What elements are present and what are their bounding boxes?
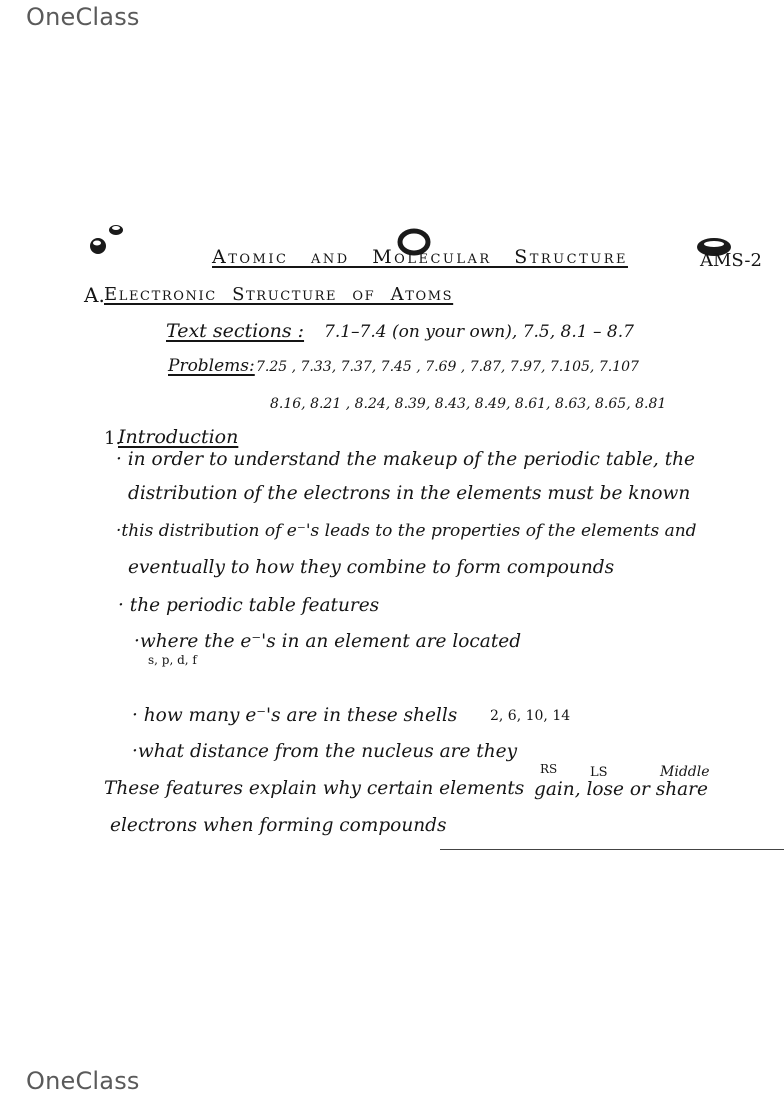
intro-prefix: 1. — [104, 428, 122, 449]
orbital-list: s, p, d, f — [148, 653, 197, 667]
problems-line-2: 8.16, 8.21 , 8.24, 8.39, 8.43, 8.49, 8.61, 8.63, 8.65, 8.81 — [270, 396, 667, 412]
intro-line-7: · how many e⁻'s are in these shells — [132, 705, 458, 726]
section-prefix: A. — [84, 283, 105, 307]
intro-line-9: These features explain why certain elements — [104, 778, 525, 799]
intro-line-5: · the periodic table features — [118, 595, 380, 616]
page-code: AMS-2 — [700, 250, 762, 271]
oneclass-logo-bottom: OneClass — [26, 1067, 140, 1095]
intro-line-1: · in order to understand the makeup of the periodic table, the — [116, 449, 695, 470]
text-sections-label: Text sections : — [166, 320, 305, 342]
intro-line-8: ·what distance from the nucleus are they — [132, 741, 518, 762]
intro-line-4: eventually to how they combine to form compounds — [128, 557, 615, 578]
text-sections-value: 7.1–7.4 (on your own), 7.5, 8.1 – 8.7 — [324, 322, 634, 342]
shell-capacity-list: 2, 6, 10, 14 — [490, 708, 571, 724]
intro-heading: Introduction — [118, 426, 239, 448]
annotation-ls: LS — [590, 765, 608, 780]
intro-line-9-end: gain, lose or share — [534, 779, 708, 800]
annotation-rs: RS — [540, 762, 558, 776]
oneclass-logo-top: OneClass — [26, 3, 140, 31]
intro-line-10: electrons when forming compounds — [110, 815, 447, 836]
horizontal-rule — [440, 849, 784, 850]
page-title: Atomic and Molecular Structure — [212, 246, 628, 268]
intro-line-6: ·where the e⁻'s in an element are located — [134, 631, 522, 652]
intro-line-2: distribution of the electrons in the elements must be known — [128, 483, 691, 504]
problems-label: Problems: — [168, 356, 255, 376]
section-title: Electronic Structure of Atoms — [104, 284, 454, 305]
annotation-middle: Middle — [660, 764, 710, 780]
ink-blot-icon — [86, 218, 130, 262]
intro-line-3: ·this distribution of e⁻'s leads to the properties of the elements and — [116, 521, 697, 541]
problems-line-1: 7.25 , 7.33, 7.37, 7.45 , 7.69 , 7.87, 7.97, 7.105, 7.107 — [256, 359, 639, 375]
